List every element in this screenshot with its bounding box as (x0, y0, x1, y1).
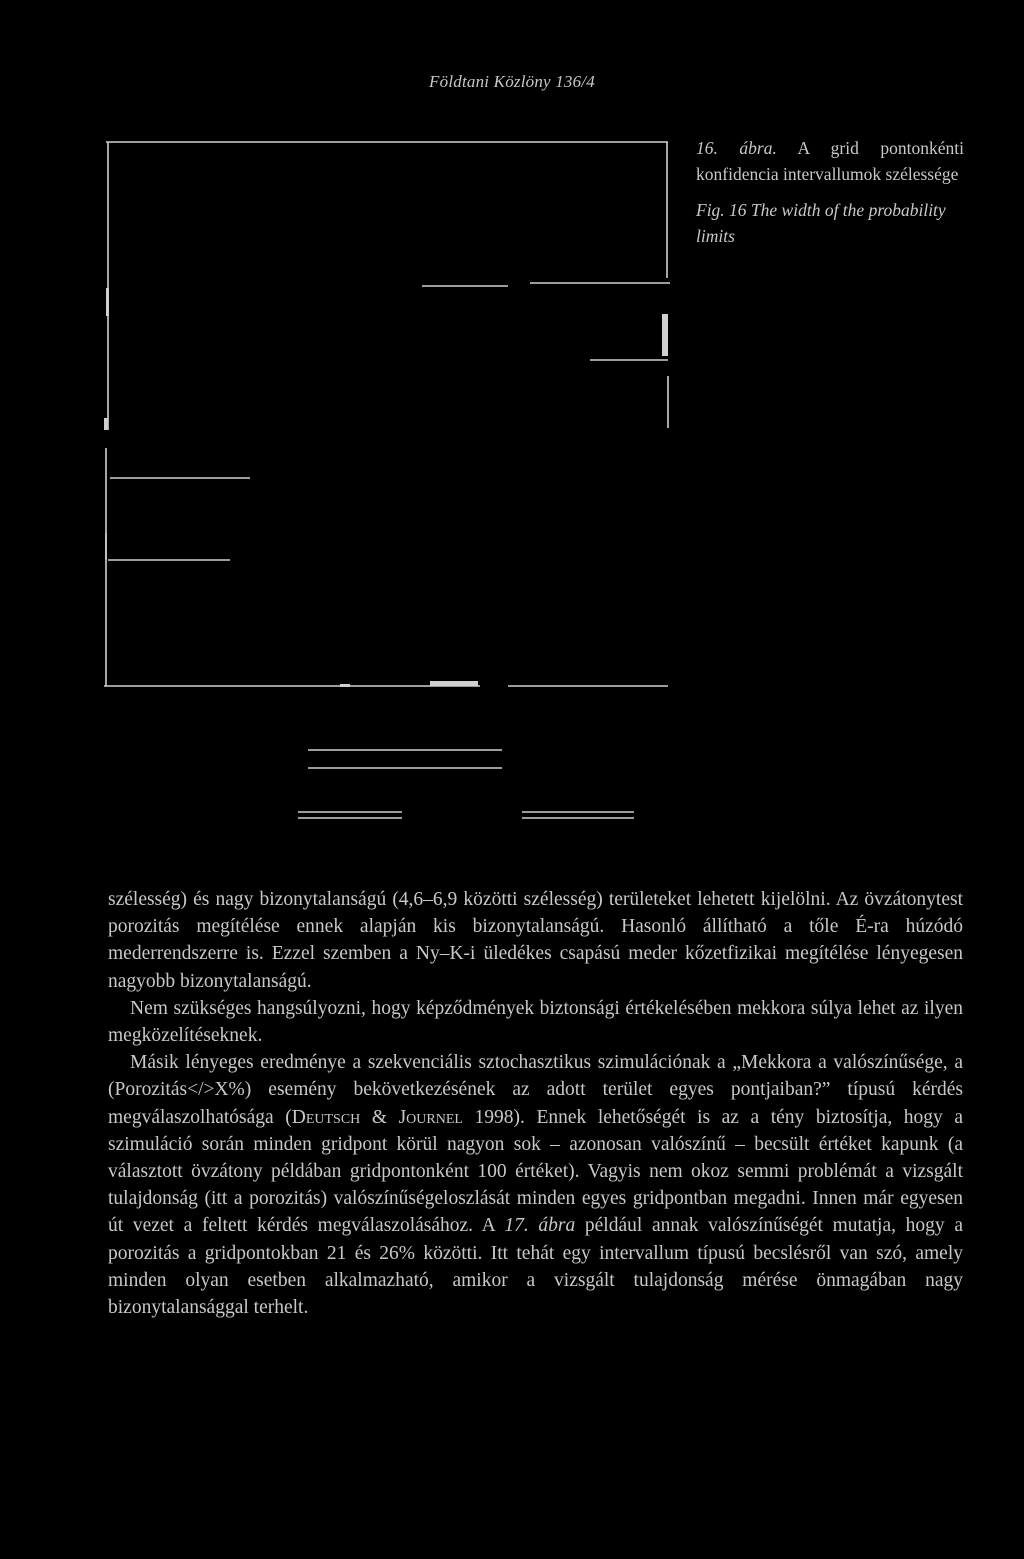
caption-text-hu: A grid pontonkénti konfidencia intervallumok szélessége (696, 138, 964, 184)
map-frame-svg (100, 138, 672, 690)
contour-blob (662, 314, 668, 356)
caption-hungarian (696, 135, 964, 187)
running-head: Földtani Közlöny 136/4 (429, 72, 595, 91)
citation-and: & (360, 1106, 399, 1128)
caption-label-hu: 16. ábra. (696, 138, 777, 158)
paragraph-2: Nem szükséges hangsúlyozni, hogy képződmények biztonsági értékelésében mekkora súlya lehet az ilyen megközelítéseknek. (108, 997, 963, 1047)
paragraph-3-part-a: Másik lényeges eredménye a szekvenciális sztochasztikus szimulációnak a „Mekkora a valószínűsége, a (Porozitás</>X%) esemény bekövetkezésének az adott terület egyes pontjaiban?” típusú kérdés megválaszolhatósága ( (108, 1052, 963, 1128)
contour-blob (340, 684, 350, 687)
legend-svg (290, 740, 650, 830)
figure-map (100, 138, 672, 690)
paragraph-1: szélesség) és nagy bizonytalanságú (4,6–6,9 közötti szélesség) területeket lehetett kijelölni. Az övzátonytest porozitás megítélése ennek alapján kis bizonytalanságú. Hasonló állítható a tőle É-ra húzódó mederrendszerre is. Ezzel szemben a Ny–K-i üledékes csapású meder kőzetfizikai megítélése lényegesen nagyobb bizonytalanságú. (108, 889, 963, 992)
contour-blob (430, 681, 478, 686)
paragraph-3-part-b: 1998). Ennek lehetőségét is az a tény biztosítja, hogy a szimuláció során minden gridpont körül nagyon sok – azonosan valószínű – becsült értéket kapunk (a választott övzátony példában gridpontonként 100 értéket). Vagyis nem okoz semmi problémát a vizsgált tulajdonság (itt a porozitás) valószínűségeloszlását minden egyes gridpontban megadni. Innen már egyesen út vezet a feltett kérdés megválaszolásához. A (108, 1106, 964, 1237)
figure-caption (696, 135, 964, 249)
citation-author-2: Journel (398, 1106, 463, 1128)
contour-blob (106, 288, 109, 316)
map-legend (290, 740, 650, 830)
paragraph-3-part-c: például annak valószínűségét mutatja, hogy a porozitás a gridpontokban 21 és 26% közötti. Itt tehát egy intervallum típusú becslésről van szó, amely minden olyan esetben alkalmazható, amikor a vizsgált tulajdonság mérése önmagában nagy bizonytalansággal terhelt. (108, 1215, 963, 1319)
caption-english: Fig. 16 The width of the probability limits (696, 200, 946, 246)
paragraph-3 (108, 1049, 963, 1321)
citation-author-1: Deutsch (291, 1106, 361, 1128)
body-text (108, 886, 963, 1321)
figure-reference: 17. ábra (504, 1215, 576, 1237)
contour-blob (104, 418, 108, 430)
